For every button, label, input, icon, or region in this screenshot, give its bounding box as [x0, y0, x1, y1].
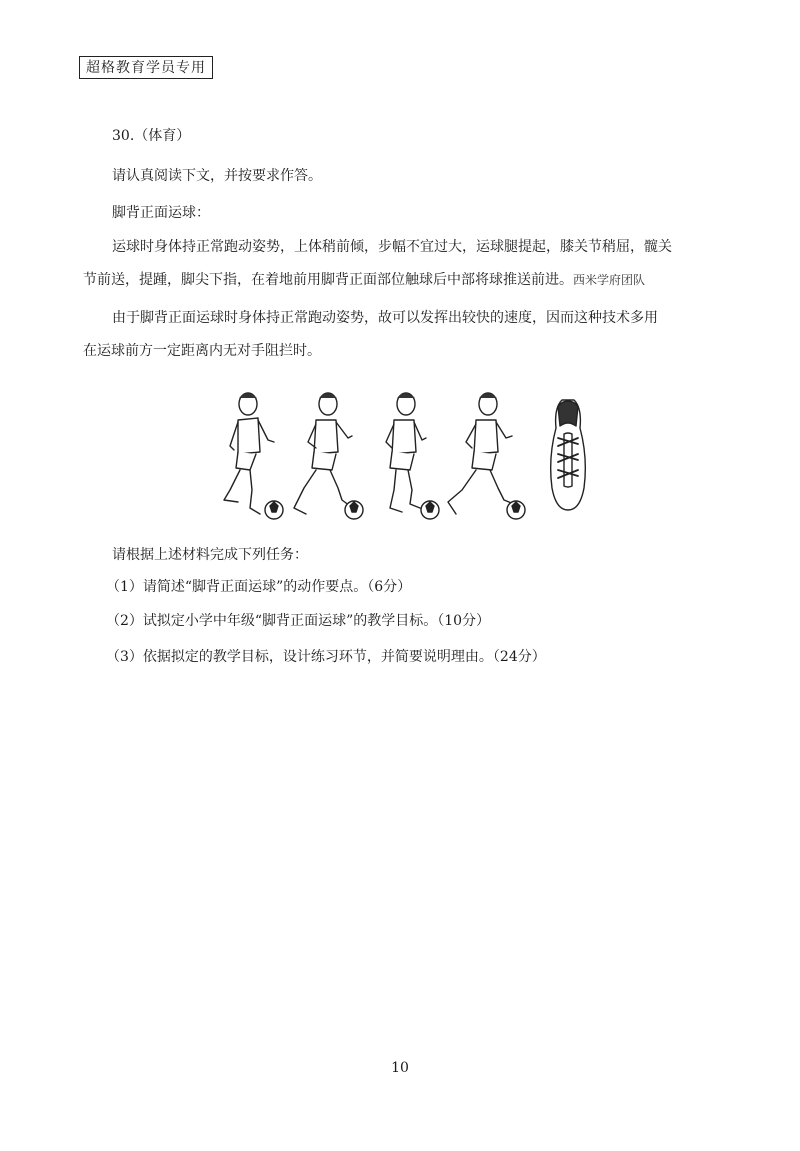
- dribbling-illustration: [204, 384, 594, 526]
- player-figure-3: [386, 393, 426, 512]
- question-title: 30.（体育）: [112, 128, 191, 144]
- player-figure-2: [294, 393, 352, 514]
- paragraph-2-line-2: 在运球前方一定距离内无对手阻拦时。: [83, 343, 321, 359]
- shoe-top-view: [551, 400, 586, 510]
- paragraph-1-line-1: 运球时身体持正常跑动姿势，上体稍前倾，步幅不宜过大，运球腿提起，膝关节稍屈，髋关: [112, 239, 672, 255]
- instruction-text: 请认真阅读下文，并按要求作答。: [112, 168, 322, 184]
- topic-heading: 脚背正面运球：: [112, 205, 210, 221]
- page-number: 10: [391, 1060, 409, 1076]
- task-intro: 请根据上述材料完成下列任务：: [112, 547, 308, 563]
- task-2: （2）试拟定小学中年级“脚背正面运球”的教学目标。（10分）: [106, 613, 491, 629]
- task-3: （3）依据拟定的教学目标，设计练习环节，并简要说明理由。（24分）: [106, 649, 546, 665]
- paragraph-2-line-1: 由于脚背正面运球时身体持正常跑动姿势，故可以发挥出较快的速度，因而这种技术多用: [112, 310, 658, 326]
- player-figure-4: [448, 393, 514, 514]
- task-1: （1）请简述“脚背正面运球”的动作要点。（6分）: [106, 579, 412, 595]
- player-figure-1: [224, 393, 274, 514]
- watermark-text: 西米学府团队: [573, 273, 646, 287]
- paragraph-1-line-2: 节前送，提踵，脚尖下指，在着地前用脚背正面部位触球后中部将球推送前进。西米学府团队: [83, 272, 646, 288]
- exclusive-use-stamp: 超格教育学员专用: [79, 56, 213, 79]
